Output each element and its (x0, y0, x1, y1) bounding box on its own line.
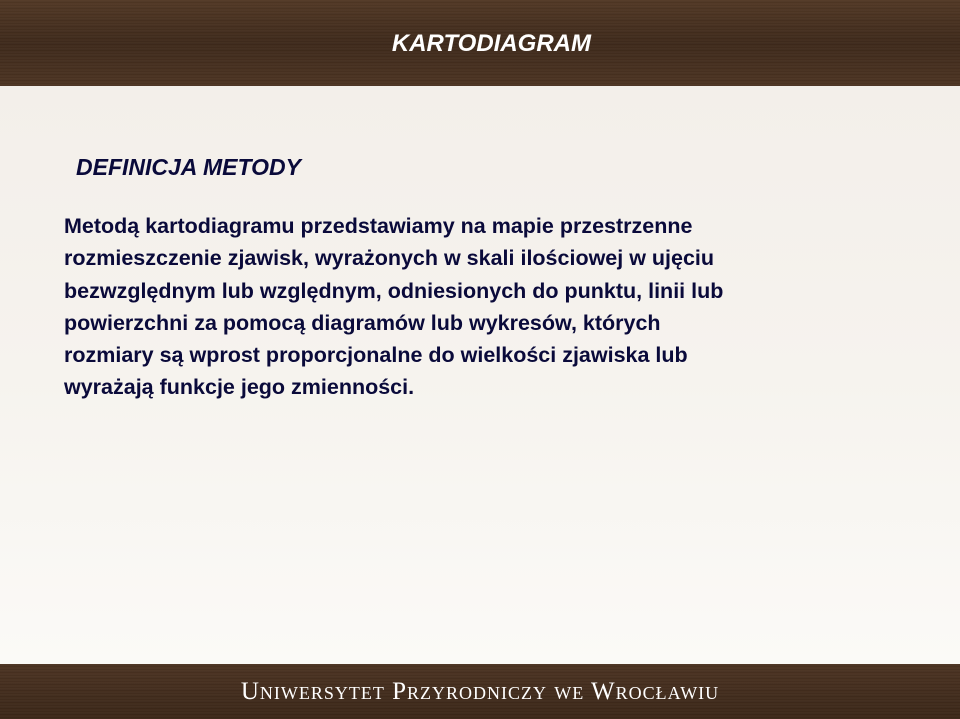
definition-line: rozmiary są wprost proporcjonalne do wielkości zjawiska lub (64, 343, 688, 368)
definition-line: bezwzględnym lub względnym, odniesionych do punktu, linii lub (64, 278, 724, 303)
slide-title: KARTODIAGRAM (391, 30, 591, 57)
definition-paragraph (64, 210, 904, 404)
definition-line: rozmieszczenie zjawisk, wyrażonych w skali ilościowej w ujęciu (64, 246, 715, 271)
header-bar (0, 0, 960, 86)
definition-line: powierzchni za pomocą diagramów lub wykresów, których (64, 310, 661, 335)
definition-line: wyrażają funkcje jego zmienności. (64, 375, 415, 400)
footer-bar (0, 664, 960, 719)
institution-name: Uniwersytet Przyrodniczy we Wrocławiu (240, 678, 720, 705)
section-title: DEFINICJA METODY (76, 154, 301, 180)
definition-line: Metodą kartodiagramu przedstawiamy na mapie przestrzenne (64, 214, 693, 238)
